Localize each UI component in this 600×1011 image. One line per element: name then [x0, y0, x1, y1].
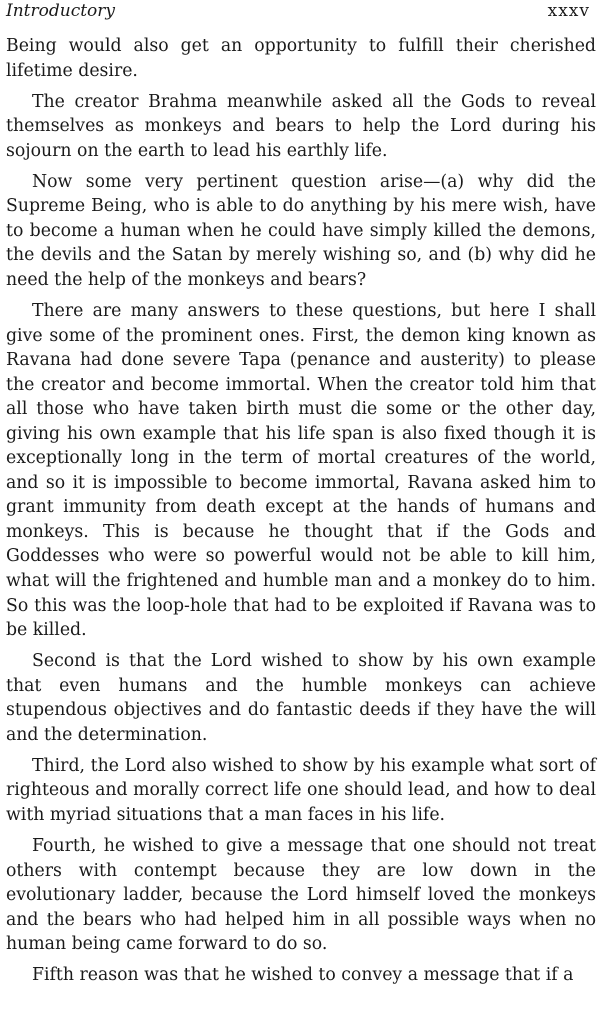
paragraph-continued: Being would also get an opportunity to fulfill their cherished lifetime desire.: [6, 36, 596, 81]
paragraph: There are many answers to these questions, but here I shall give some of the prominent ones. First, the demon king known as Ravana had done severe Tapa (penance and austerity) to please the creator and become immortal. When the creator told him that all those who have taken birth must die some or the other day, giving his own example that his life span is also fixed though it is exceptionally long in the term of mortal creatures of the world, and so it is impossible to become immortal, Ravana asked him to grant immunity from death except at the hands of humans and monkeys. This is because he thought that if the Gods and Goddesses who were so powerful would not be able to kill him, what will the frightened and humble man and a monkey do to him. So this was the loop-hole that had to be exploited if Ravana was to be killed.: [6, 300, 596, 641]
paragraph: Fourth, he wished to give a message that one should not treat others with contempt because they are low down in the evolutionary ladder, because the Lord himself loved the monkeys and the bears who had helped him in all possible ways when no human being came forward to do so.: [6, 835, 596, 955]
paragraph: The creator Brahma meanwhile asked all the Gods to reveal themselves as monkeys and bears to help the Lord during his sojourn on the earth to lead his earthly life.: [6, 91, 596, 161]
paragraph: Fifth reason was that he wished to convey a message that if a: [32, 965, 574, 986]
paragraph: Now some very pertinent question arise—(a) why did the Supreme Being, who is able to do anything by his mere wish, have to become a human when he could have simply killed the demons, the devils and the Satan by merely wishing so, and (b) why did he need the help of the monkeys and bears?: [6, 171, 596, 290]
running-header: [6, 0, 600, 26]
paragraph: Third, the Lord also wished to show by his example what sort of righteous and morally correct life one should lead, and how to deal with myriad situations that a man faces in his life.: [6, 755, 596, 825]
section-title: Introductory: [6, 1, 116, 21]
page-number: xxxv: [547, 1, 590, 21]
paragraph: Second is that the Lord wished to show by his own example that even humans and the humble monkeys can achieve stupendous objectives and do fantastic deeds if they have the will and the determination.: [6, 651, 596, 745]
body-text: [6, 34, 596, 994]
